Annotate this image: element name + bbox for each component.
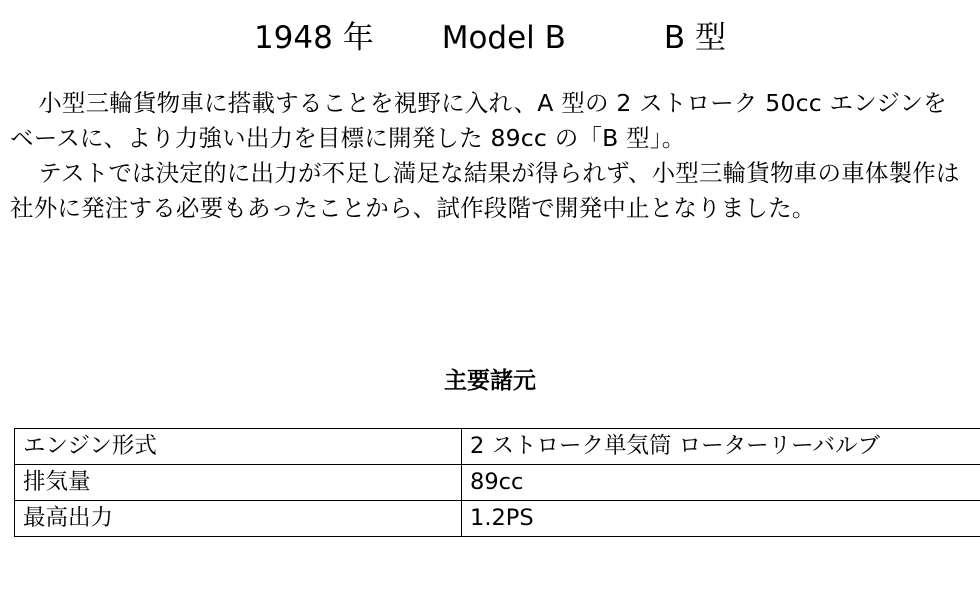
body-text xyxy=(10,86,970,226)
spec-label: 排気量 xyxy=(15,465,462,501)
title-model-name: Model B xyxy=(441,20,566,56)
spec-value: 1.2PS xyxy=(462,501,980,537)
spec-value: 2 ストローク単気筒 ローターリーバルブ xyxy=(462,429,980,465)
title-year: 1948 年 xyxy=(253,20,374,56)
spec-value: 89cc xyxy=(462,465,980,501)
body-paragraph-2: テストでは決定的に出力が不足し満足な結果が得られず、小型三輪貨物車の車体製作は社外に発注する必要もあったことから、試作段階で開発中止となりました。 xyxy=(10,159,960,222)
spec-label: 最高出力 xyxy=(15,501,462,537)
table-row xyxy=(15,501,980,537)
title-model-jp: B 型 xyxy=(663,20,727,56)
spec-heading: 主要諸元 xyxy=(444,368,536,394)
body-paragraph-1: 小型三輪貨物車に搭載することを視野に入れ、A 型の 2 ストローク 50cc エンジンをベースに、より力強い出力を目標に開発した 89cc の「B 型」。 xyxy=(10,89,947,152)
spec-label: エンジン形式 xyxy=(15,429,462,465)
spec-table xyxy=(14,428,980,537)
table-row xyxy=(15,429,980,465)
page-title xyxy=(0,18,980,58)
table-row xyxy=(15,465,980,501)
